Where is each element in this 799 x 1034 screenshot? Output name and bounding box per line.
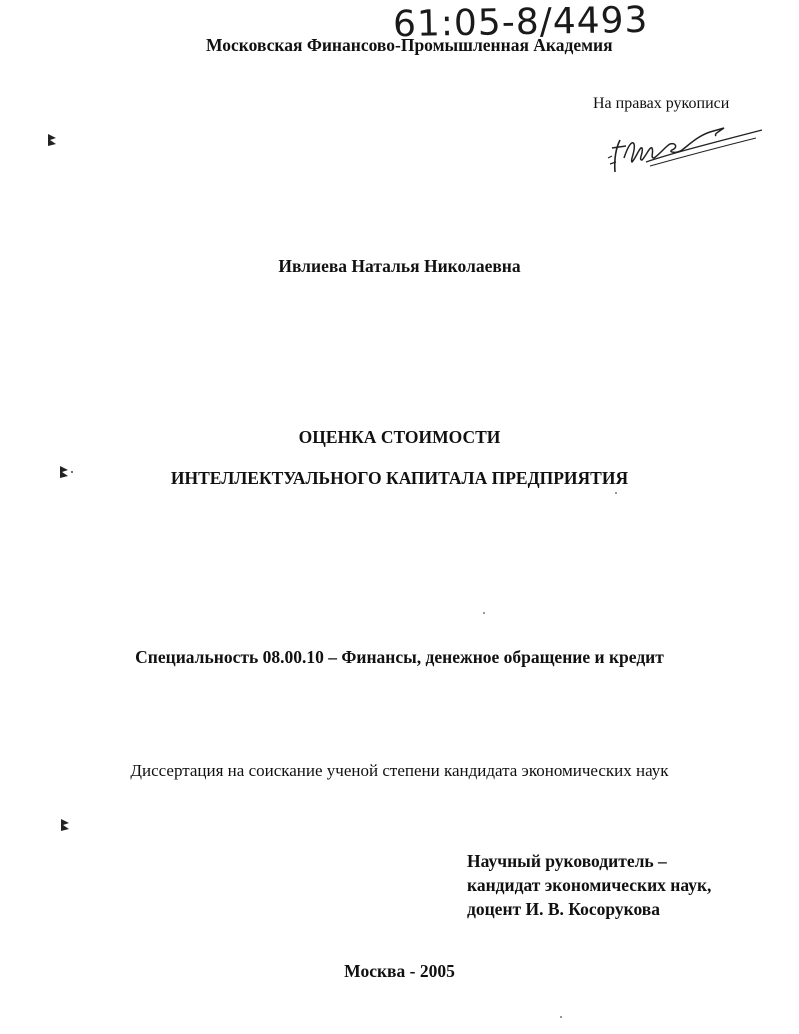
binding-mark-icon bbox=[57, 815, 75, 835]
rights-notice: На правах рукописи bbox=[593, 95, 730, 112]
dissertation-statement: Диссертация на соискание ученой степени кандидата экономических наук bbox=[130, 761, 669, 780]
title-line-1: ОЦЕНКА СТОИМОСТИ bbox=[298, 427, 501, 447]
city-year: Москва - 2005 bbox=[344, 961, 455, 981]
advisor-line-1: Научный руководитель – bbox=[467, 851, 667, 871]
author-name: Ивлиева Наталья Николаевна bbox=[278, 256, 521, 276]
binding-mark-icon bbox=[44, 130, 62, 150]
advisor-line-3: доцент И. В. Косорукова bbox=[467, 899, 660, 919]
binding-mark-icon bbox=[56, 462, 74, 482]
scan-speck bbox=[483, 612, 485, 614]
signature-icon bbox=[606, 118, 766, 184]
institution-name: Московская Финансово-Промышленная Академия bbox=[206, 35, 613, 55]
specialty: Специальность 08.00.10 – Финансы, денежное обращение и кредит bbox=[135, 647, 664, 667]
title-line-2: ИНТЕЛЛЕКТУАЛЬНОГО КАПИТАЛА ПРЕДПРИЯТИЯ bbox=[170, 468, 629, 488]
scan-speck bbox=[560, 1016, 562, 1018]
handwritten-archive-number: 61:05-8/4493 bbox=[392, 0, 649, 46]
scientific-advisor bbox=[467, 849, 711, 921]
advisor-line-2: кандидат экономических наук, bbox=[467, 875, 712, 895]
scan-speck bbox=[615, 492, 617, 494]
